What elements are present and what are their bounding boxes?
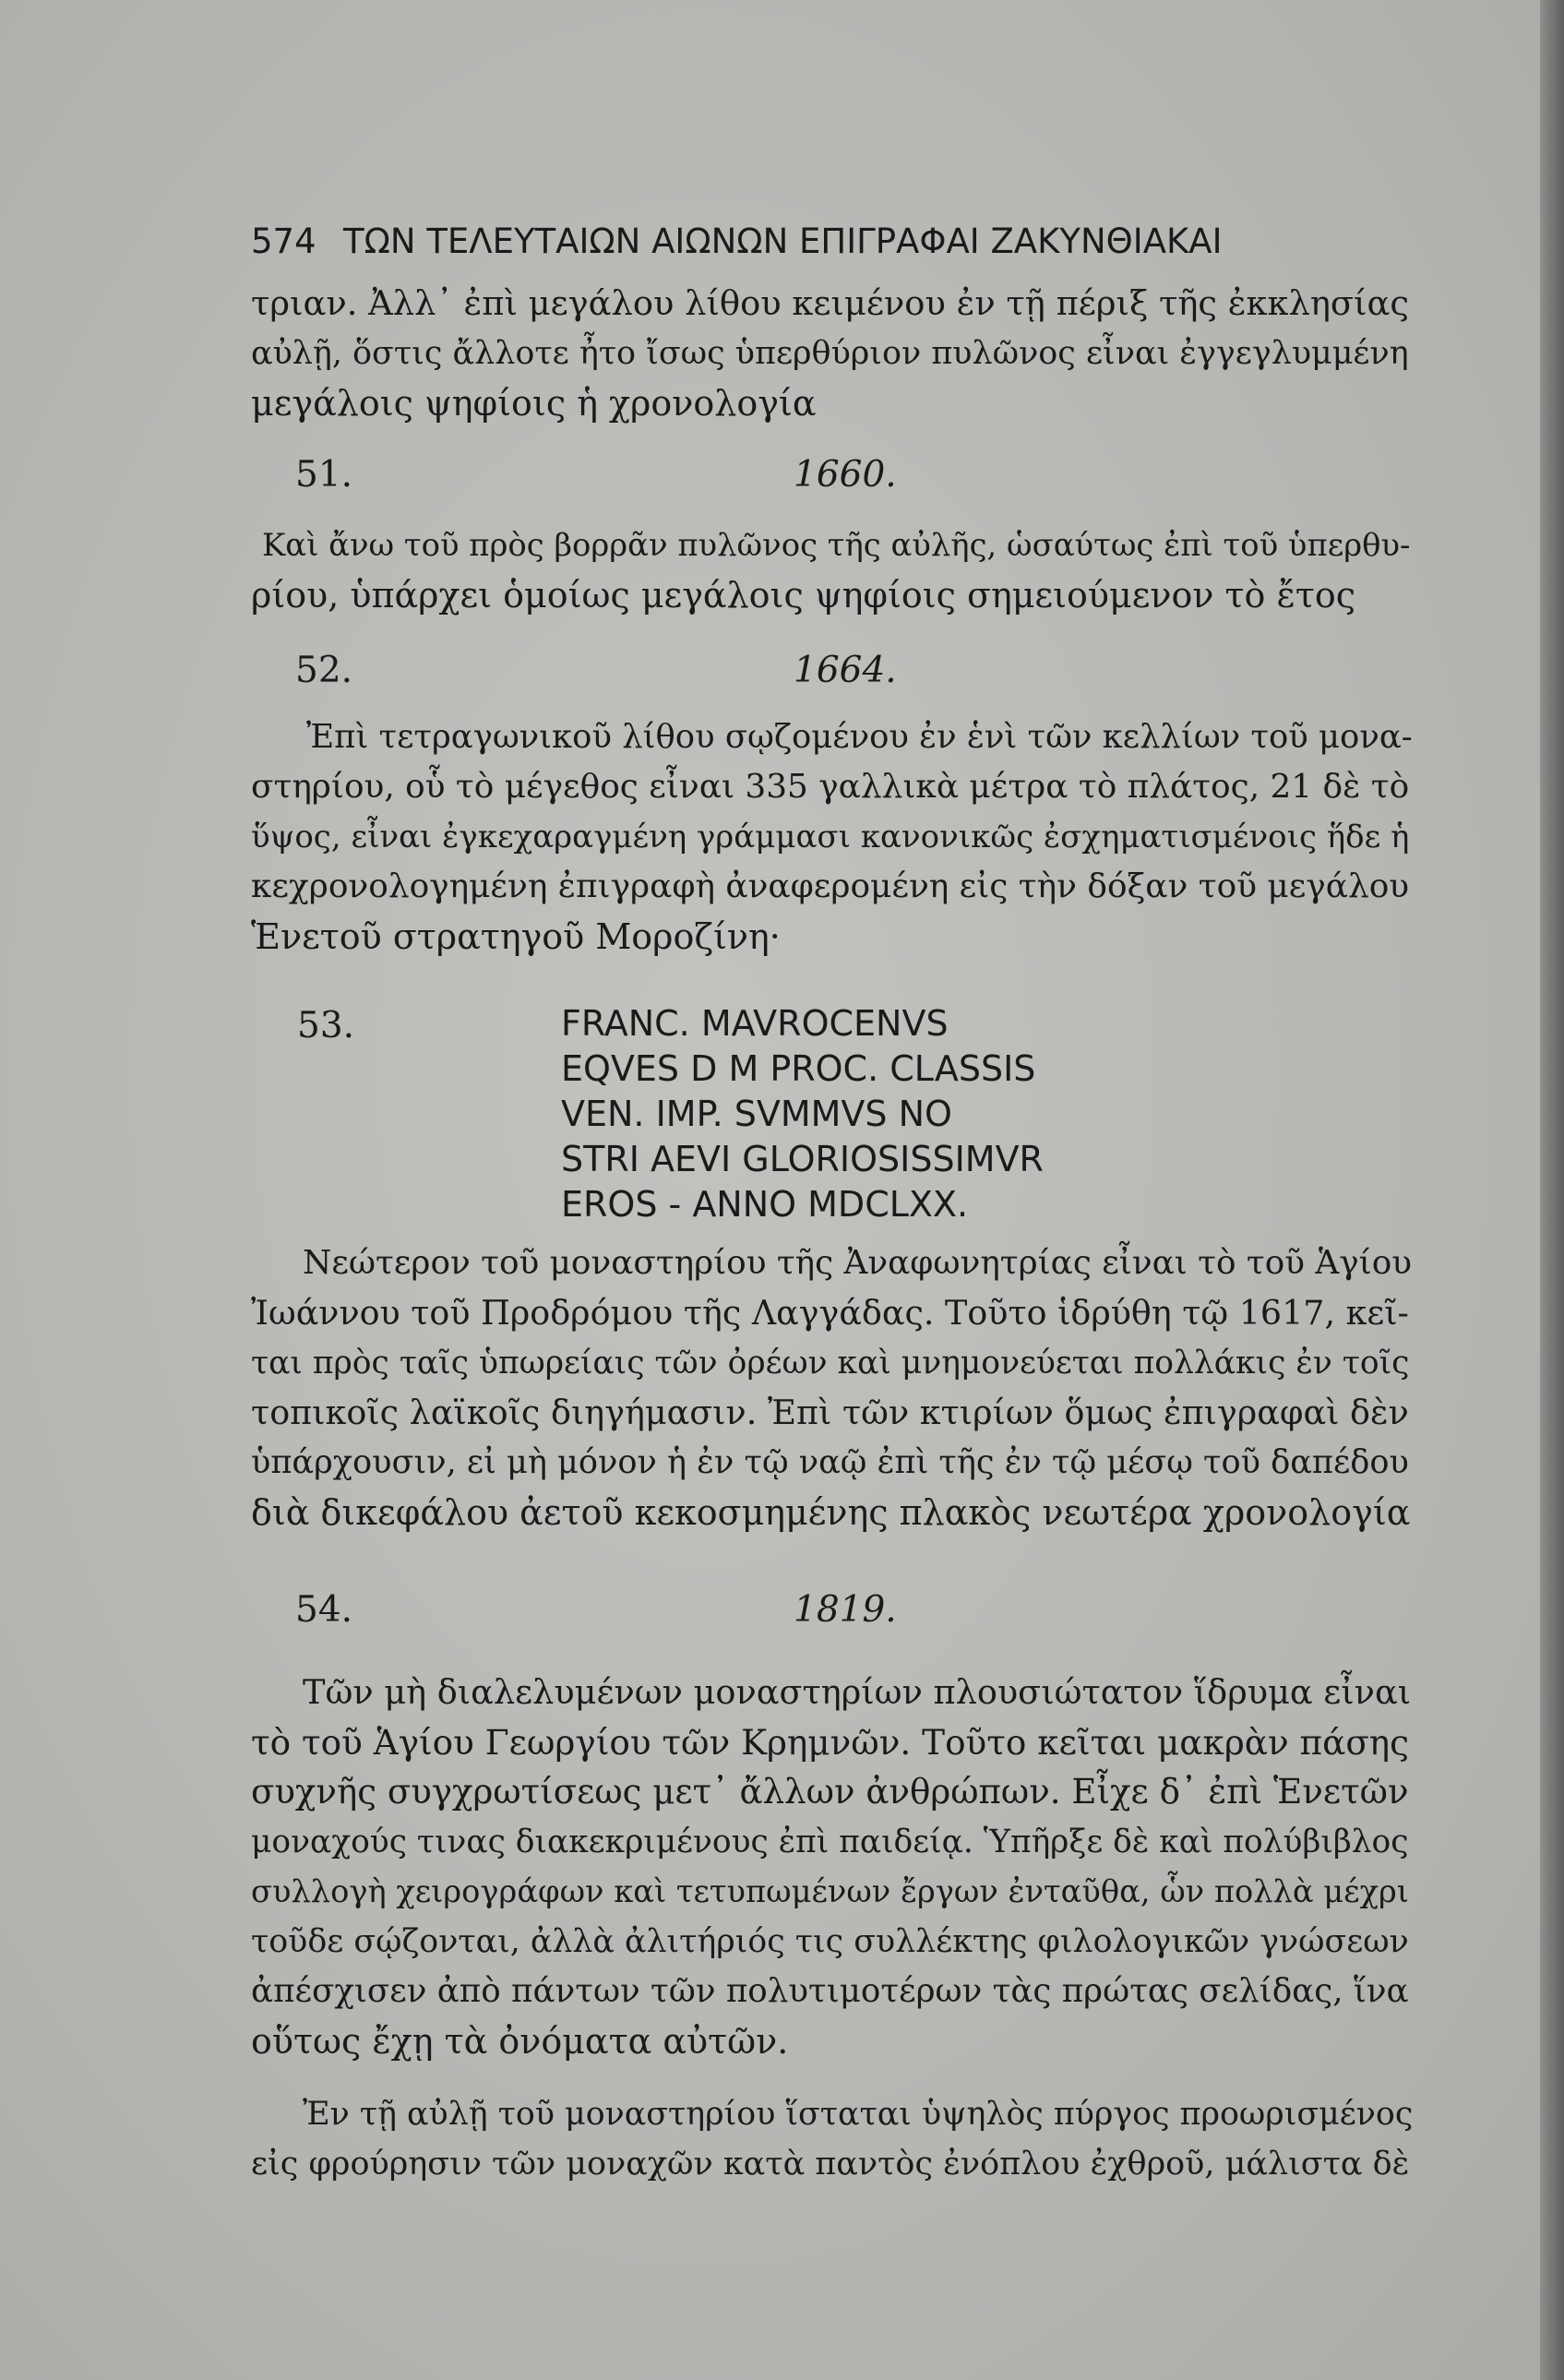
text-line: Ἑνετοῦ στρατηγοῦ Μοροζίνη· — [251, 916, 781, 957]
entry-number: 52. — [295, 650, 353, 691]
text-line: μεγάλοις ψηφίοις ἡ χρονολογία — [251, 383, 817, 424]
page-number: 574 — [251, 221, 316, 261]
paragraph-4 — [251, 1238, 1421, 1537]
text-line: εἰς φρούρησιν τῶν μοναχῶν κατὰ παντὸς ἐνόπλου ἐχθροῦ, μάλιστα δὲ — [251, 2146, 1410, 2183]
text-line: Ἰωάννου τοῦ Προδρόμου τῆς Λαγγάδας. Τοῦτο ἱδρύθη τῷ 1617, κεῖ- — [251, 1293, 1409, 1333]
paragraph-5 — [251, 1668, 1421, 2066]
text-line: Ἐν τῇ αὐλῇ τοῦ μοναστηρίου ἵσταται ὑψηλὸς πύργος προωρισμένος — [303, 2096, 1414, 2133]
inscription-entry-52 — [295, 643, 1310, 699]
page-edge-shadow — [1540, 0, 1564, 2380]
text-line: ὕψος, εἶναι ἐγκεχαραγμένη γράμμασι κανονικῶς ἐσχηματισμένοις ἥδε ἡ — [251, 819, 1410, 855]
inscription-entry-54 — [295, 1583, 1310, 1638]
text-line: τριαν. Ἀλλ᾽ ἐπὶ μεγάλου λίθου κειμένου ἐν τῇ πέριξ τῆς ἐκκλησίας — [251, 283, 1409, 323]
paragraph-2 — [251, 520, 1421, 620]
entry-date: 1664. — [794, 650, 897, 691]
inscription-line: VEN. IMP. SVMMVS NO — [561, 1094, 952, 1134]
paragraph-1 — [251, 279, 1421, 428]
text-line: Ἐπὶ τετραγωνικοῦ λίθου σῳζομένου ἐν ἑνὶ τῶν κελλίων τοῦ μονα- — [306, 718, 1413, 756]
inscription-line: STRI AEVI GLORIOSISSIMVR — [561, 1139, 1044, 1179]
inscription-line: EROS - ANNO MDCLXX. — [561, 1184, 969, 1225]
inscription-entry-51 — [295, 448, 1310, 503]
entry-number: 51. — [295, 454, 353, 496]
text-line: διὰ δικεφάλου ἀετοῦ κεκοσμημένης πλακὸς νεωτέρα χρονολογία — [251, 1492, 1411, 1533]
text-line: οὕτως ἔχῃ τὰ ὀνόματα αὐτῶν. — [251, 2021, 789, 2062]
inscription-line: FRANC. MAVROCENVS — [561, 1003, 949, 1044]
paragraph-6 — [251, 2089, 1421, 2189]
text-line: ρίου, ὑπάρχει ὁμοίως μεγάλοις ψηφίοις σημειούμενον τὸ ἔτος — [251, 575, 1356, 616]
entry-number: 54. — [295, 1589, 353, 1631]
entry-date: 1660. — [794, 454, 897, 496]
running-title: ΤΩΝ ΤΕΛΕΥΤΑΙΩΝ ΑΙΩΝΩΝ ΕΠΙΓΡΑΦΑΙ ΖΑΚΥΝΘΙΑΚΑΙ — [343, 221, 1223, 261]
text-line: κεχρονολογημένη ἐπιγραφὴ ἀναφερομένη εἰς τὴν δόξαν τοῦ μεγάλου — [251, 867, 1410, 905]
text-line: ἀπέσχισεν ἀπὸ πάντων τῶν πολυτιμοτέρων τὰς πρώτας σελίδας, ἵνα — [251, 1972, 1409, 2010]
text-line: συλλογὴ χειρογράφων καὶ τετυπωμένων ἔργων ἐνταῦθα, ὧν πολλὰ μέχρι — [251, 1873, 1409, 1909]
inscription-entry-53 — [297, 999, 482, 1054]
text-line: τὸ τοῦ Ἁγίου Γεωργίου τῶν Κρημνῶν. Τοῦτο κεῖται μακρὰν πάσης — [251, 1722, 1410, 1763]
text-line: ὑπάρχουσιν, εἰ μὴ μόνον ἡ ἐν τῷ ναῷ ἐπὶ τῆς ἐν τῷ μέσῳ τοῦ δαπέδου — [251, 1443, 1409, 1481]
text-line: Καὶ ἄνω τοῦ πρὸς βορρᾶν πυλῶνος τῆς αὐλῆς, ὡσαύτως ἐπὶ τοῦ ὑπερθυ- — [262, 527, 1411, 563]
text-line: ται πρὸς ταῖς ὑπωρείαις τῶν ὀρέων καὶ μνημονεύεται πολλάκις ἐν τοῖς — [251, 1345, 1410, 1381]
text-line: τοπικοῖς λαϊκοῖς διηγήμασιν. Ἐπὶ τῶν κτιρίων ὅμως ἐπιγραφαὶ δὲν — [251, 1393, 1409, 1432]
inscription-line: EQVES D M PROC. CLASSIS — [561, 1048, 1036, 1089]
latin-inscription — [561, 1001, 1044, 1227]
entry-date: 1819. — [794, 1589, 897, 1631]
text-line: αὐλῇ, ὅστις ἄλλοτε ἦτο ἴσως ὑπερθύριον πυλῶνος εἶναι ἐγγεγλυμμένη — [251, 335, 1409, 372]
text-line: στηρίου, οὗ τὸ μέγεθος εἶναι 335 γαλλικὰ μέτρα τὸ πλάτος, 21 δὲ τὸ — [251, 768, 1410, 806]
text-line: συχνῆς συγχρωτίσεως μετ᾽ ἄλλων ἀνθρώπων. Εἶχε δ᾽ ἐπὶ Ἑνετῶν — [251, 1772, 1409, 1812]
text-line: μοναχούς τινας διακεκριμένους ἐπὶ παιδείᾳ. Ὑπῆρξε δὲ καὶ πολύβιβλος — [251, 1824, 1409, 1860]
text-line: Τῶν μὴ διαλελυμένων μοναστηρίων πλουσιώτατον ἵδρυμα εἶναι — [303, 1672, 1412, 1712]
entry-number: 53. — [297, 1005, 355, 1046]
running-header — [251, 214, 1432, 269]
paragraph-3 — [251, 712, 1421, 962]
text-line: Νεώτερον τοῦ μοναστηρίου τῆς Ἀναφωνητρίας εἶναι τὸ τοῦ Ἁγίου — [303, 1244, 1413, 1282]
text-line: τοῦδε σῴζονται, ἀλλὰ ἀλιτήριός τις συλλέκτης φιλολογικῶν γνώσεων — [251, 1923, 1409, 1960]
